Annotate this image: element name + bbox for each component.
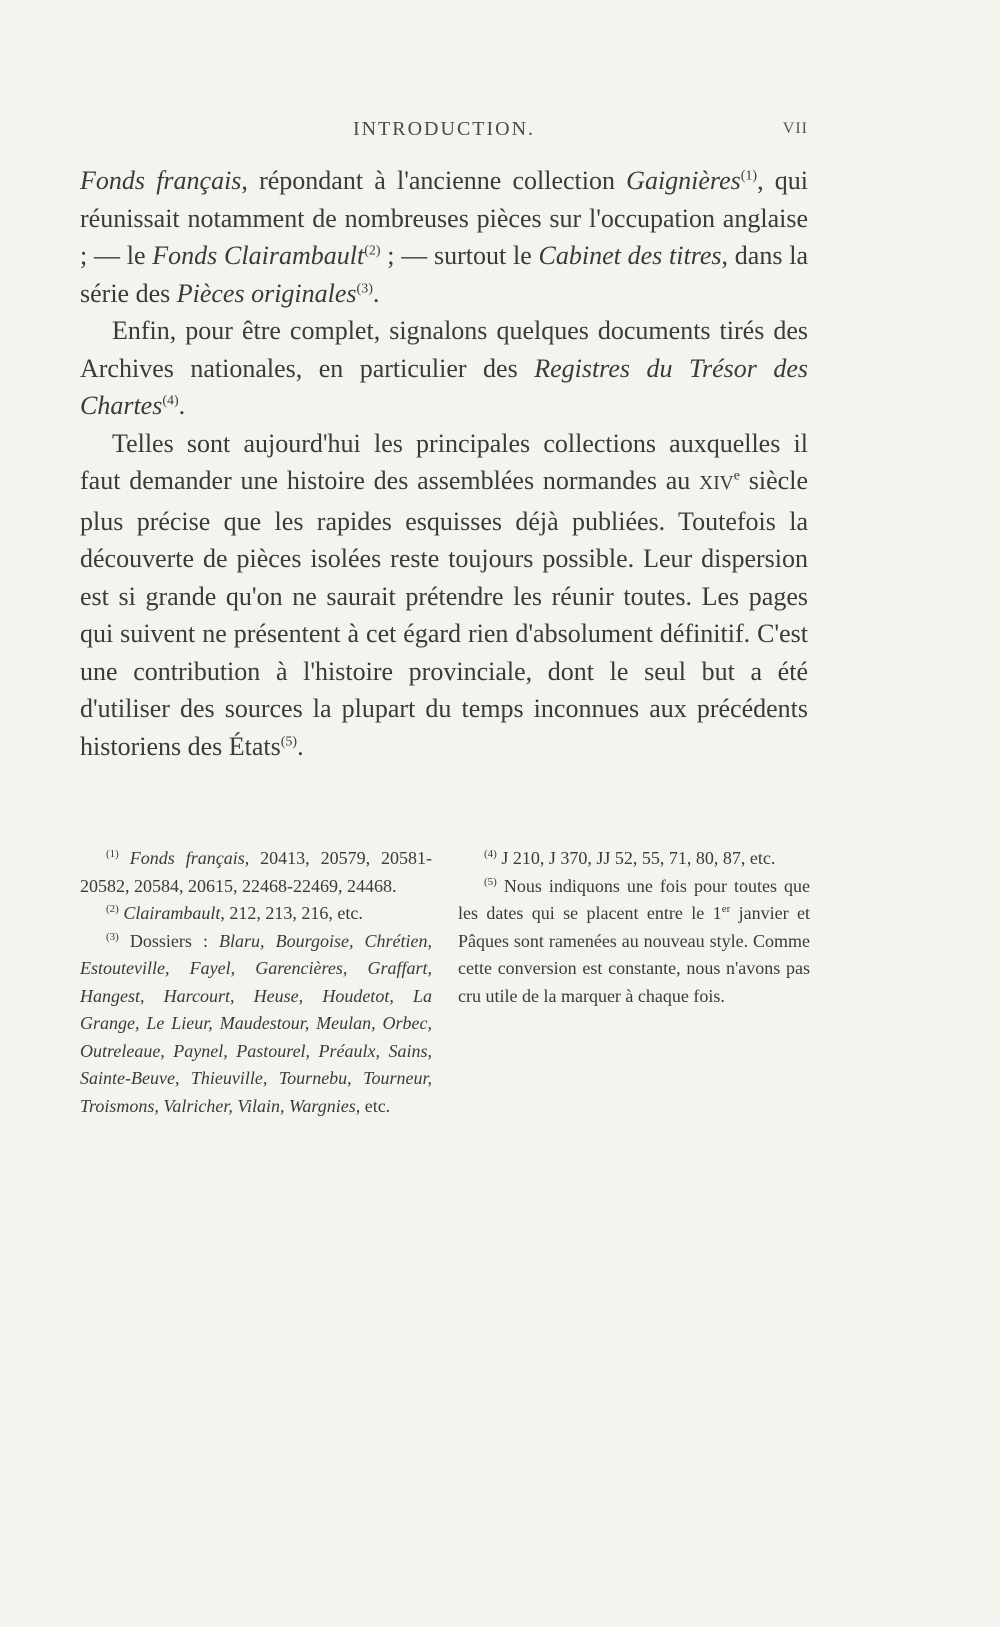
text-run: XIV (699, 473, 734, 494)
text-run: siècle plus précise que les rapides esquisses déjà publiées. Toutefois la découverte de pièces isolées reste toujours possible. Leur dispersion est si grande qu'on ne saurait prétendre les réunir toutes. Les pages qui suivent ne présentent à cet égard rien d'absolument définitif. C'est une contribution à l'histoire provinciale, dont le seul but a été d'utiliser des sources la plupart du temps inconnues aux précédents historiens des États (80, 466, 808, 761)
note-marker: (2) (106, 903, 119, 915)
text-run (119, 848, 130, 868)
text-run: . (178, 391, 186, 420)
text-run: Telles sont aujourd'hui les principales collections auxquelles il faut demander une histoire des assemblées normandes au (80, 428, 808, 495)
italic-text: Pièces originales (176, 278, 357, 308)
text-run: , etc. (355, 1095, 391, 1116)
text-run: ; — surtout le (380, 241, 539, 270)
text-run: , qui réunissait notamment de nombreuses pièces sur l'occupation anglaise ; — le (80, 166, 808, 270)
italic-text: Registres du Trésor des Chartes (80, 353, 808, 420)
italic-text: Gaignières (626, 166, 741, 195)
text-run: Dossiers : (118, 930, 220, 951)
note-marker: (1) (106, 848, 119, 860)
footnote-3 (80, 928, 432, 1121)
text-run: janvier et Pâques sont ramenées au nouveau style. Comme cette conversion est constante, nous n'avons pas cru utile de la marquer à chaque fois. (458, 903, 810, 1006)
footnote-1 (80, 845, 432, 900)
italic-text: Fonds français (80, 166, 242, 195)
note-marker: (4) (162, 393, 179, 409)
text-run: Enfin, pour être complet, signalons quelques documents tirés des Archives nationales, en particulier des (80, 316, 808, 383)
italic-text: Fonds français (129, 848, 245, 868)
footnote-5 (458, 873, 810, 1011)
running-title: INTRODUCTION. (352, 118, 536, 140)
text-run: Nous indiquons une fois pour toutes que les dates qui se placent entre le 1 (458, 875, 810, 923)
note-marker: (5) (484, 875, 497, 888)
italic-text: Blaru, Bourgoise, Chrétien, Estouteville, Fayel, Garencières, Graffart, Hangest, Harcourt, Heuse, Houdetot, La Grange, Le Lieur, Maudestour, Meulan, Orbec, Outreleaue, Paynel, Pastourel, Préaulx, Sains, Sainte-Beuve, Thieuville, Tournebu, Tourneur, Troismons, Valricher, Vilain, Wargnies (80, 930, 433, 1116)
note-marker: (3) (356, 280, 373, 296)
paragraph-1 (80, 162, 808, 312)
italic-text: Clairambault (123, 903, 221, 923)
main-text (80, 162, 808, 765)
paragraph-3 (80, 425, 808, 766)
text-run: J 210, J 370, JJ 52, 55, 71, 80, 87, etc. (496, 848, 776, 868)
note-marker: (5) (280, 733, 298, 749)
paragraph-2 (80, 312, 808, 425)
italic-text: Cabinet des titres (538, 241, 722, 270)
note-marker: (4) (484, 848, 497, 860)
text-run: , répondant à l'ancienne collection (241, 166, 627, 195)
note-marker: (1) (740, 168, 758, 184)
note-marker: (2) (364, 243, 381, 259)
text-run: . (372, 278, 380, 308)
text-run: , 212, 213, 216, etc. (220, 903, 363, 923)
footnote-2 (80, 900, 432, 928)
note-marker: e (733, 468, 740, 484)
footnotes (80, 845, 810, 1120)
page-number: VII (782, 120, 808, 137)
italic-text: Fonds Clairambault (152, 241, 365, 270)
footnote-4 (458, 845, 810, 873)
note-marker: er (721, 903, 731, 915)
page-header (80, 118, 808, 148)
note-marker: (3) (106, 930, 119, 943)
text-run: . (297, 731, 304, 761)
text-run: , dans la série des (80, 241, 808, 308)
footnotes-left-column (80, 845, 432, 1120)
text-run: , 20413, 20579, 20581-20582, 20584, 20615, 22468-22469, 24468. (80, 848, 432, 896)
footnotes-right-column (458, 845, 810, 1120)
